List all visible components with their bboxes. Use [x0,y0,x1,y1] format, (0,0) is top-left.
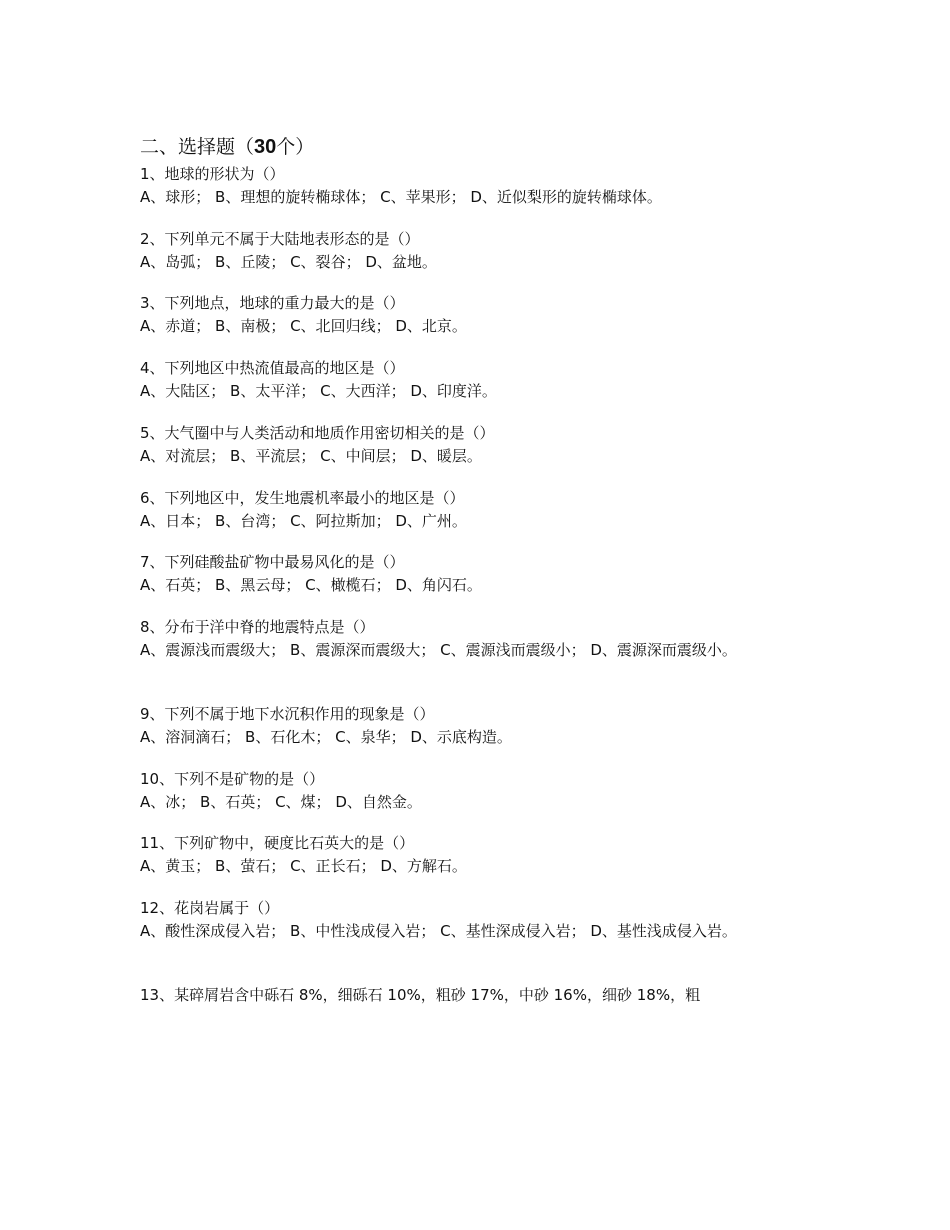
question-13 [140,984,810,1007]
question-1 [140,163,810,209]
question-options: A、石英； B、黑云母； C、橄榄石； D、角闪石。 [140,576,482,594]
section-title-prefix: 二、选择题（ [140,136,255,158]
question-options: A、酸性深成侵入岩； B、中性浅成侵入岩； C、基性深成侵入岩； D、基性浅成侵入岩。 [140,922,737,940]
question-stem: 10、下列不是矿物的是（） [140,770,325,788]
question-options: A、球形； B、理想的旋转椭球体； C、苹果形； D、近似梨形的旋转椭球体。 [140,188,662,206]
question-8 [140,616,810,662]
section-title-suffix: 个） [276,136,315,158]
question-options: A、日本； B、台湾； C、阿拉斯加； D、广州。 [140,512,467,530]
question-stem: 12、花岗岩属于（） [140,899,280,917]
question-9 [140,703,810,749]
question-6 [140,487,810,533]
question-stem: 3、下列地点，地球的重力最大的是（） [140,294,405,312]
question-options: A、黄玉； B、萤石； C、正长石； D、方解石。 [140,857,467,875]
question-stem: 7、下列硅酸盐矿物中最易风化的是（） [140,553,405,571]
question-options: A、大陆区； B、太平洋； C、大西洋； D、印度洋。 [140,382,497,400]
question-11 [140,832,810,878]
section-title-count: 30 [254,136,277,158]
question-options: A、赤道； B、南极； C、北回归线； D、北京。 [140,317,467,335]
question-stem: 8、分布于洋中脊的地震特点是（） [140,618,375,636]
question-stem: 4、下列地区中热流值最高的地区是（） [140,359,405,377]
question-options: A、冰； B、石英； C、煤； D、自然金。 [140,793,422,811]
question-12 [140,897,810,943]
question-stem: 5、大气圈中与人类活动和地质作用密切相关的是（） [140,424,495,442]
question-stem: 2、下列单元不属于大陆地表形态的是（） [140,230,420,248]
question-stem: 13、某碎屑岩含中砾石 8%，细砾石 10%，粗砂 17%，中砂 16%，细砂 18%，粗 [140,986,701,1004]
question-2 [140,228,810,274]
question-10 [140,768,810,814]
question-4 [140,357,810,403]
question-stem: 1、地球的形状为（） [140,165,285,183]
question-options: A、溶洞滴石； B、石化木； C、泉华； D、示底构造。 [140,728,512,746]
question-3 [140,292,810,338]
question-5 [140,422,810,468]
question-options: A、对流层； B、平流层； C、中间层； D、暖层。 [140,447,482,465]
question-options: A、岛弧； B、丘陵； C、裂谷； D、盆地。 [140,253,437,271]
question-stem: 6、下列地区中，发生地震机率最小的地区是（） [140,489,465,507]
question-options: A、震源浅而震级大； B、震源深而震级大； C、震源浅而震级小； D、震源深而震级小。 [140,641,737,659]
question-7 [140,551,810,597]
section-title [140,134,314,160]
question-stem: 11、下列矿物中，硬度比石英大的是（） [140,834,415,852]
question-stem: 9、下列不属于地下水沉积作用的现象是（） [140,705,435,723]
